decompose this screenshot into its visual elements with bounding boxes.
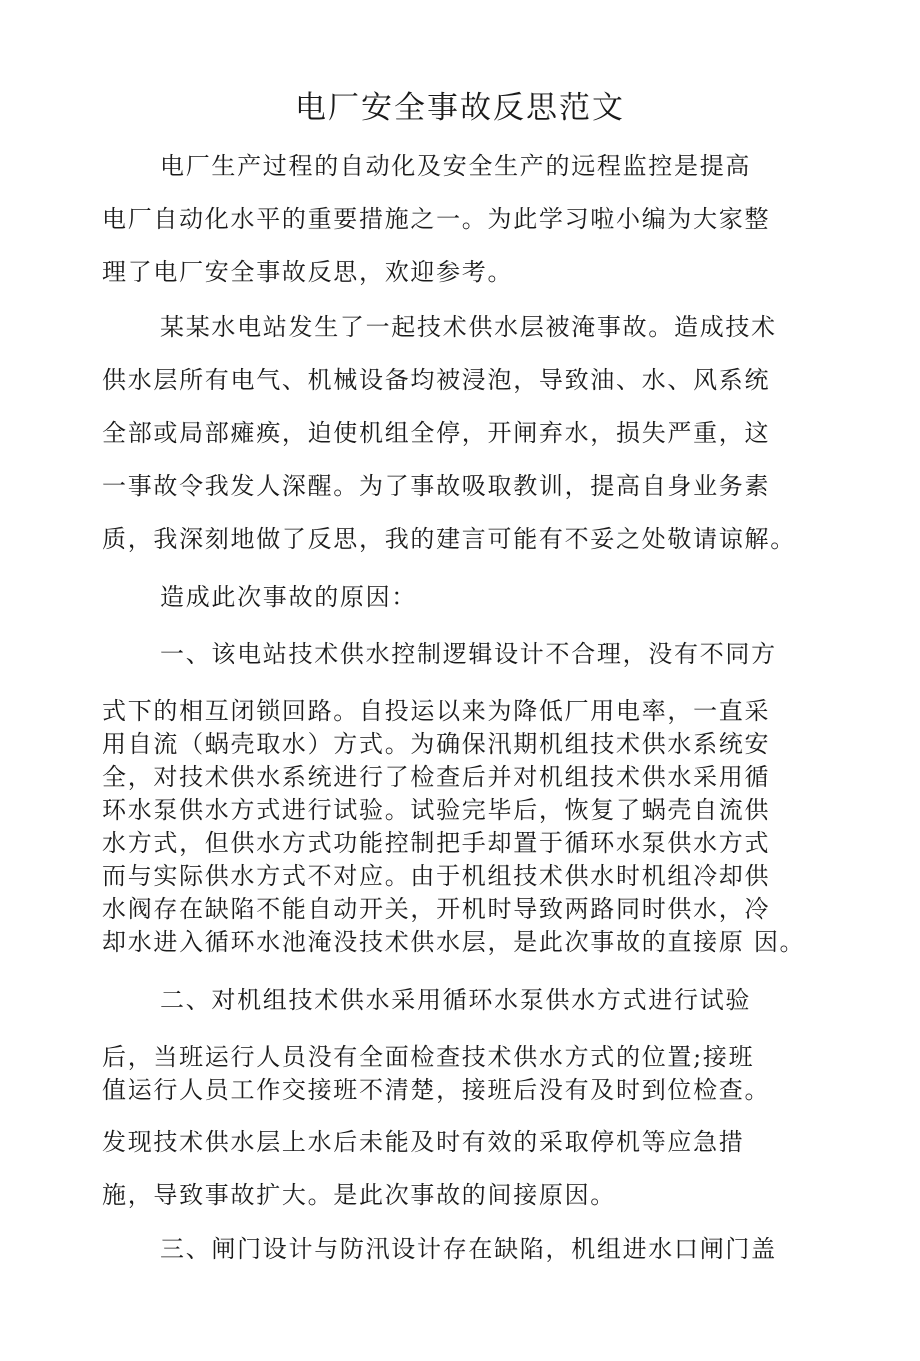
- body-text-line: 二、对机组技术供水采用循环水泵供水方式进行试验: [160, 986, 752, 1014]
- body-text-line: 水方式，但供水方式功能控制把手却置于循环水泵供水方式: [102, 829, 771, 857]
- body-text-line: 电厂生产过程的自动化及安全生产的远程监控是提高: [160, 152, 752, 180]
- body-text-line: 全，对技术供水系统进行了检查后并对机组技术供水采用循: [102, 763, 771, 791]
- body-text-line: 用自流（蜗壳取水）方式。为确保汛期机组技术供水系统安: [102, 730, 771, 758]
- body-text-line: 发现技术供水层上水后未能及时有效的采取停机等应急措: [102, 1128, 745, 1156]
- body-text-line: 施，导致事故扩大。是此次事故的间接原因。: [102, 1181, 616, 1209]
- body-text-line: 质，我深刻地做了反思，我的建言可能有不妥之处敬请谅解。: [102, 525, 796, 553]
- body-text-line: 环水泵供水方式进行试验。试验完毕后，恢复了蜗壳自流供: [102, 796, 771, 824]
- body-text-line: 式下的相互闭锁回路。自投运以来为降低厂用电率，一直采: [102, 697, 771, 725]
- body-text-line: 供水层所有电气、机械设备均被浸泡，导致油、水、风系统: [102, 366, 771, 394]
- body-text-line: 值运行人员工作交接班不清楚，接班后没有及时到位检查。: [102, 1076, 771, 1104]
- body-text-line: 却水进入循环水池淹没技术供水层，是此次事故的直接原 因。: [102, 928, 806, 956]
- body-text-line: 造成此次事故的原因：: [160, 583, 417, 611]
- body-text-line: 而与实际供水方式不对应。由于机组技术供水时机组冷却供: [102, 862, 771, 890]
- body-text-line: 理了电厂安全事故反思，欢迎参考。: [102, 258, 514, 286]
- body-text-line: 一事故令我发人深醒。为了事故吸取教训，提高自身业务素: [102, 472, 771, 500]
- body-text-line: 全部或局部瘫痪，迫使机组全停，开闸弃水，损失严重，这: [102, 419, 771, 447]
- document-title: 电厂安全事故反思范文: [295, 90, 625, 126]
- body-text-line: 水阀存在缺陷不能自动开关，开机时导致两路同时供水，冷: [102, 895, 771, 923]
- body-text-line: 电厂自动化水平的重要措施之一。为此学习啦小编为大家整: [102, 205, 771, 233]
- body-text-line: 三、闸门设计与防汛设计存在缺陷，机组进水口闸门盖: [160, 1235, 777, 1263]
- body-text-line: 后，当班运行人员没有全面检查技术供水方式的位置;接班: [102, 1043, 755, 1071]
- body-text-line: 一、该电站技术供水控制逻辑设计不合理，没有不同方: [160, 640, 777, 668]
- body-text-line: 某某水电站发生了一起技术供水层被淹事故。造成技术: [160, 313, 777, 341]
